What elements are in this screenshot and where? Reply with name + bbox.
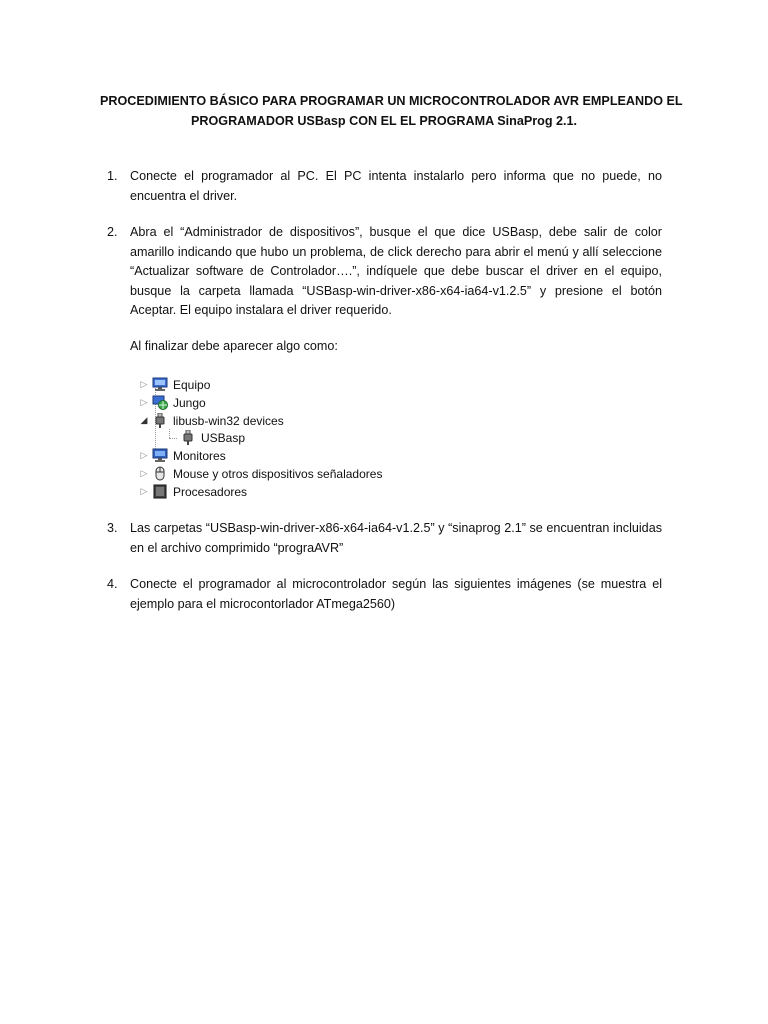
computer-icon — [152, 377, 168, 392]
step-text-line: Las carpetas “USBasp-win-driver-x86-x64-ia64-v1.2.5” y “sinaprog 2.1” se encuentran incluidas — [130, 521, 662, 535]
tree-item-monitores[interactable] — [139, 447, 226, 464]
title-line-1: PROCEDIMIENTO BÁSICO PARA PROGRAMAR UN MICROCONTROLADOR AVR EMPLEANDO EL — [100, 94, 683, 108]
step-text-line: ejemplo para el microcontorlador ATmega2560) — [130, 596, 396, 611]
step-number: 1. — [107, 169, 118, 183]
tree-item-usbasp[interactable] — [167, 429, 245, 446]
tree-item-label: Jungo — [173, 395, 206, 410]
step-text-line: en el archivo comprimido “prograAVR” — [130, 540, 344, 555]
usb-plug-icon — [180, 430, 196, 445]
tree-item-mouse[interactable] — [139, 465, 382, 482]
step-text-line: Conecte el programador al microcontrolador según las siguientes imágenes (se muestra el — [130, 577, 662, 591]
collapse-icon[interactable]: ◢ — [140, 415, 148, 425]
tree-item-jungo[interactable] — [139, 394, 206, 411]
step-text-line: amarillo indicando que hubo un problema, de click derecho para abrir el menú y allí seleccione — [130, 244, 662, 259]
step-text-line: Abra el “Administrador de dispositivos”, busque el que dice USBasp, debe salir de color — [130, 225, 662, 239]
tree-item-label: Procesadores — [173, 484, 248, 499]
processor-chip-icon — [152, 484, 168, 499]
step-3 — [107, 519, 662, 558]
step-number: 3. — [107, 521, 118, 535]
step-number: 2. — [107, 225, 118, 239]
tree-item-label: USBasp — [201, 430, 246, 445]
expander-icon[interactable]: ▷ — [140, 486, 148, 496]
tree-item-libusb[interactable] — [139, 412, 284, 429]
step-text-line: encuentra el driver. — [130, 188, 238, 203]
step-2-subtext: Al finalizar debe aparecer algo como: — [130, 339, 338, 353]
expander-icon[interactable]: ▷ — [140, 397, 148, 407]
title-line-2: PROGRAMADOR USBasp CON EL EL PROGRAMA SinaProg 2.1. — [190, 114, 578, 128]
step-text-line: Aceptar. El equipo instalara el driver requerido. — [130, 303, 392, 317]
mouse-icon — [152, 466, 168, 481]
device-manager-tree — [139, 376, 399, 502]
step-text-line: “Actualizar software de Controlador….”, indíquele que debe buscar el driver en el equipo, — [130, 264, 662, 278]
expander-icon[interactable]: ▷ — [140, 468, 148, 478]
usb-plug-icon — [152, 413, 168, 428]
document-title — [100, 91, 683, 131]
expander-icon[interactable]: ▷ — [140, 450, 148, 460]
step-number: 4. — [107, 577, 118, 591]
tree-item-label: Monitores — [173, 448, 226, 463]
step-2 — [107, 223, 662, 321]
monitor-icon — [152, 448, 168, 463]
tree-item-label: Equipo — [173, 377, 211, 392]
tree-item-procesadores[interactable] — [139, 483, 247, 500]
step-4 — [107, 575, 662, 614]
tree-item-label: libusb-win32 devices — [173, 413, 284, 428]
step-text-line: Conecte el programador al PC. El PC intenta instalarlo pero informa que no puede, no — [130, 169, 662, 183]
tree-item-equipo[interactable] — [139, 376, 210, 393]
tree-item-label: Mouse y otros dispositivos señaladores — [173, 466, 383, 481]
step-1 — [107, 167, 662, 206]
network-globe-icon — [152, 395, 168, 410]
expander-icon[interactable]: ▷ — [140, 379, 148, 389]
step-text-line: busque la carpeta llamada “USBasp-win-driver-x86-x64-ia64-v1.2.5” y presione el botón — [130, 283, 662, 298]
